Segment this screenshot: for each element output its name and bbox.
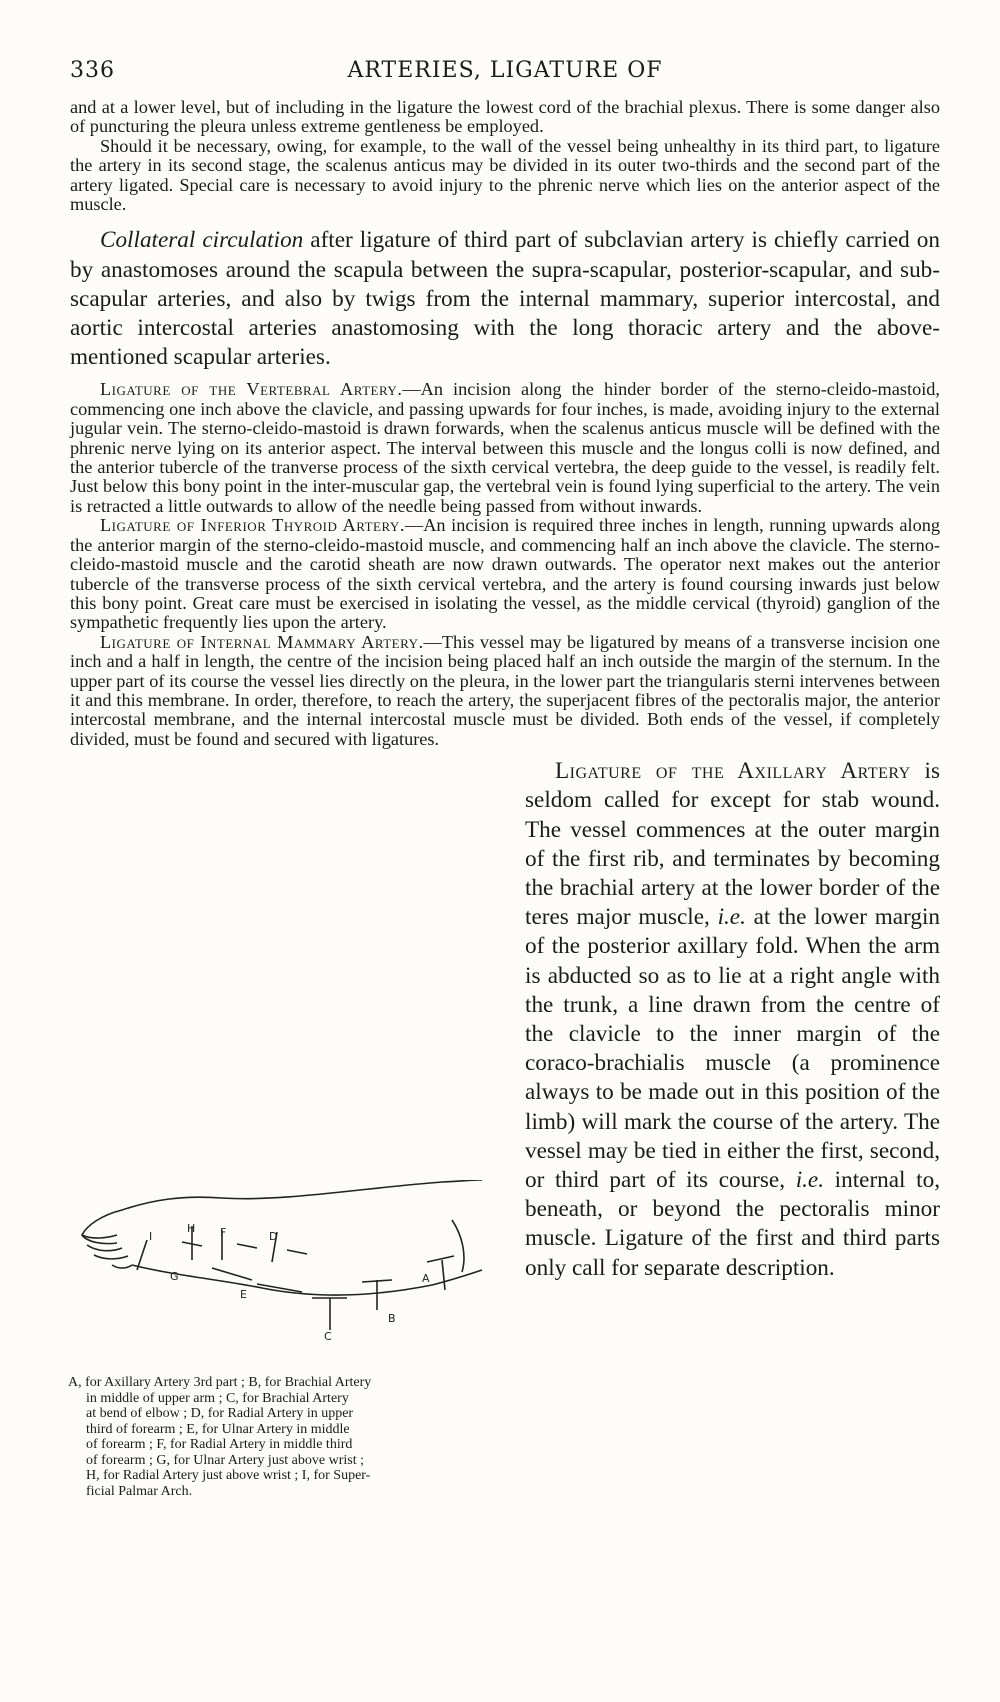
paragraph-vertebral-artery	[70, 380, 940, 516]
armpit-curve	[452, 1220, 464, 1272]
label-D: D	[269, 1230, 278, 1243]
section-heading: Ligature of Inferior Thyroid Artery.	[100, 515, 405, 536]
label-F: F	[220, 1226, 227, 1239]
caption-line: H, for Radial Artery just above wrist ; I, for Super-	[86, 1468, 371, 1483]
page	[70, 58, 940, 1283]
mark-A	[427, 1256, 454, 1262]
paragraph-text: internal to, beneath, or beyond the pectoralis minor muscle. Ligature of the first and third parts only call for separate description.	[525, 1167, 940, 1281]
hand-outline	[82, 1210, 132, 1268]
caption-line: A, for Axillary Artery 3rd part ; B, for Brachial Artery	[68, 1375, 372, 1390]
running-title: ARTERIES, LIGATURE OF	[347, 58, 663, 83]
ligature-marks	[137, 1226, 454, 1330]
paragraph-text: —This vessel may be ligatured by means of a transverse incision one inch and a half in length, the centre of the incision being placed half an inch outside the margin of the sternum. In the upper part of its course the vessel lies directly on the pleura, in the lower part the triangularis sterni intervenes between it and this membrane. In order, therefore, to reach the artery, the superjacent fibres of the pectoralis major, the anterior intercostal membrane, and the internal intercostal muscle must be divided. Both ends of the vessel, if completely divided, must be found and secured with ligatures.	[70, 631, 941, 749]
paragraph-1: and at a lower level, but of including in the ligature the lowest cord of the brachial plexus. There is some danger also of puncturing the pleura unless extreme gentleness be employed.	[70, 97, 940, 137]
paragraph-internal-mammary	[70, 633, 940, 749]
italic-term: Collateral circulation	[100, 227, 304, 254]
caption-line: third of forearm ; E, for Ulnar Artery in middle	[86, 1421, 350, 1437]
label-I: I	[149, 1230, 153, 1243]
paragraph-inferior-thyroid	[70, 516, 940, 632]
figure-caption	[68, 1375, 508, 1499]
abbreviation: i.e.	[717, 904, 746, 931]
label-B: B	[388, 1312, 396, 1325]
caption-line: ficial Palmar Arch.	[86, 1483, 193, 1499]
section-heading: Ligature of Internal Mammary Artery.	[100, 631, 424, 652]
paragraph-text: at the lower margin of the posterior axillary fold. When the arm is abducted so as to lie at a right angle with the trunk, a line drawn from the centre of the clavicle to the inner margin of the coraco-brachialis muscle (a prominence always to be made out in this position of the limb) will mark the course of the artery. The vessel may be tied in either the first, second, or third part of its course,	[525, 904, 940, 1194]
paragraph-collateral-circulation	[70, 226, 940, 372]
figure-arm-ligature-sites	[62, 1180, 512, 1390]
paragraph-text: —An incision along the hinder border of the sterno-cleido-mastoid, commencing one inch above the clavicle, and passing upwards for four inches, is made, avoiding injury to the external jugular vein. The sterno-cleido-mastoid is drawn forwards, when the scalenus anticus muscle will be defined with the phrenic nerve lying on its anterior aspect. The interval between this muscle and the longus colli is now defined, and the anterior tubercle of the tranverse process of the sixth cervical vertebra, the deep guide to the vessel, is readily felt. Just below this bony point in the inter-muscular gap, the vertebral vein is found lying superficial to the artery. The vein is retracted a little outwards to allow of the needle being passed from without inwards.	[70, 379, 940, 516]
paragraph-text: is seldom called for except for stab wound. The vessel commences at the outer margin of the first rib, and terminates by becoming the brachial artery at the lower border of the teres major muscle,	[525, 758, 940, 931]
mark-F	[237, 1244, 257, 1248]
caption-line: of forearm ; F, for Radial Artery in middle third	[86, 1437, 353, 1452]
section-heading: Ligature of the Vertebral Artery.	[100, 379, 403, 400]
arm-illustration	[62, 1180, 512, 1390]
label-A: A	[422, 1272, 430, 1285]
label-E: E	[240, 1288, 247, 1301]
caption-line: of forearm ; G, for Ulnar Artery just above wrist ;	[86, 1452, 364, 1468]
mark-D	[287, 1250, 307, 1254]
mark-I	[137, 1240, 147, 1270]
caption-line: in middle of upper arm ; C, for Brachial Artery	[86, 1390, 349, 1406]
paragraph-text: after ligature of third part of subclavian artery is chiefly carried on by anastomoses around the scapula between the supra-scapular, posterior-scapular, and sub-scapular arteries, and also by twigs from the internal mammary, superior intercostal, and aortic intercostal arteries anastomosing with the long thoracic artery and the above-mentioned scapular arteries.	[70, 227, 940, 371]
label-C: C	[324, 1330, 332, 1343]
figure-labels	[149, 1222, 430, 1343]
label-G: G	[170, 1270, 179, 1283]
caption-line: at bend of elbow ; D, for Radial Artery in upper	[86, 1406, 354, 1421]
page-number: 336	[70, 58, 115, 83]
paragraph-text: —An incision is required three inches in length, running upwards along the anterior margin of the sterno-cleido-mastoid muscle, and commencing half an inch above the clavicle. The sterno-cleido-mastoid muscle and the carotid sheath are now drawn outwards. The operator next makes out the anterior tubercle of the transverse process of the sixth cervical vertebra, and the artery is found coursing inwards just below this bony point. Great care must be exercised in isolating the vessel, as the middle cervical (thyroid) ganglion of the sympathetic frequently lies upon the artery.	[70, 515, 940, 633]
mark-A-stem	[442, 1260, 445, 1290]
running-head	[70, 58, 940, 98]
abbreviation: i.e.	[795, 1167, 825, 1194]
mark-G	[212, 1268, 252, 1280]
section-heading: Ligature of the Axillary Artery	[555, 758, 911, 785]
arm-outline-upper	[122, 1180, 482, 1210]
label-H: H	[187, 1222, 196, 1235]
paragraph-2: Should it be necessary, owing, for example, to the wall of the vessel being unhealthy in its third part, to ligature the artery in its second stage, the scalenus anticus may be divided in its outer two-thirds and the second part of the artery ligated. Special care is necessary to avoid injury to the phrenic nerve which lies on the anterior aspect of the muscle.	[70, 135, 940, 215]
